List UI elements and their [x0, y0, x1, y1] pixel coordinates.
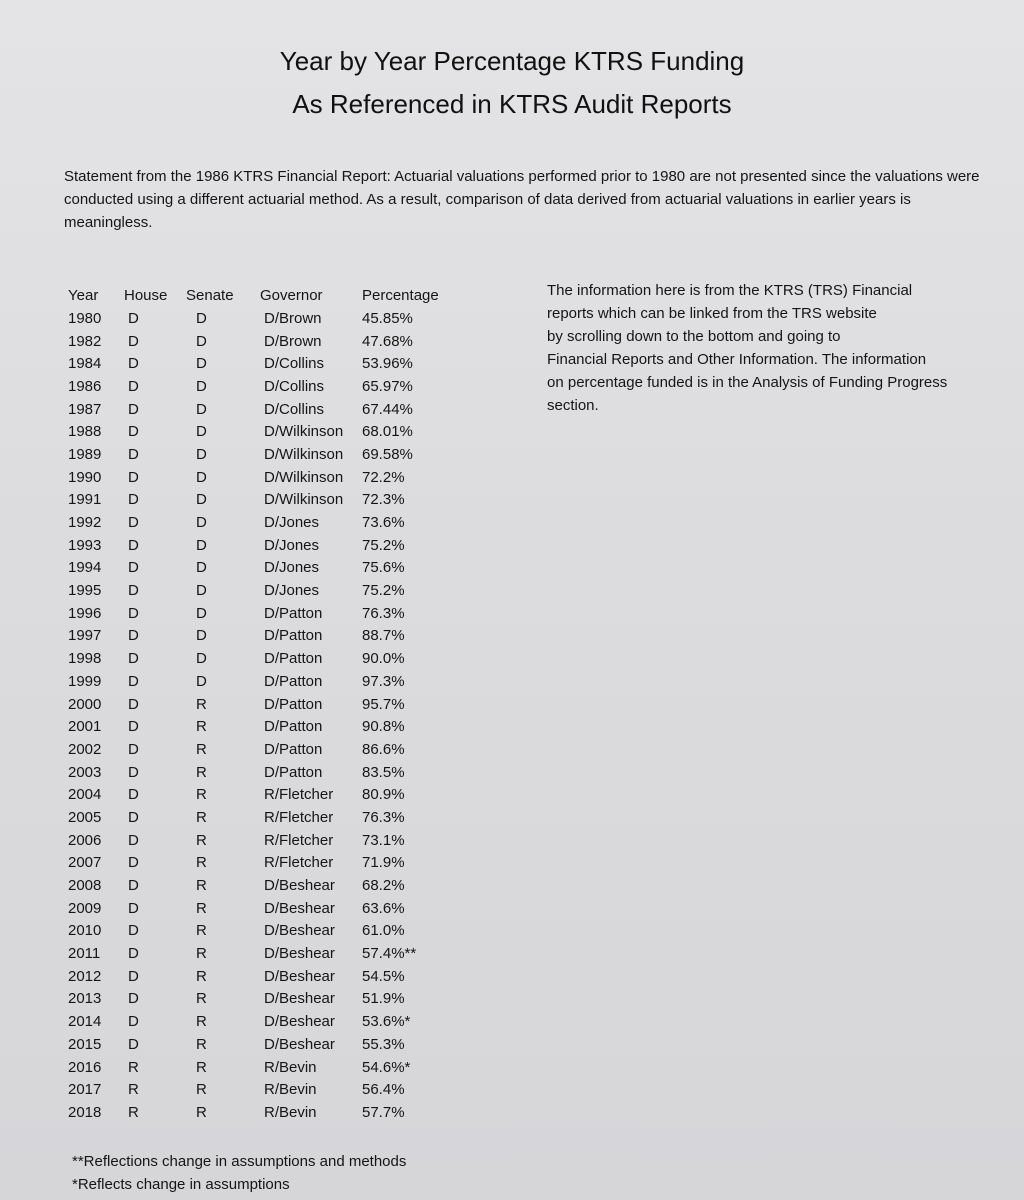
table-row [62, 489, 462, 512]
cell-house: D [128, 854, 139, 872]
cell-governor: R/Fletcher [264, 786, 334, 804]
cell-house: D [128, 650, 139, 668]
cell-year: 2000 [68, 695, 102, 713]
cell-senate: R [196, 740, 207, 758]
cell-senate: R [196, 877, 207, 895]
cell-governor: D/Patton [264, 650, 323, 668]
cell-house: R [128, 1103, 139, 1121]
table-row [62, 352, 462, 375]
cell-governor: D/Beshear [264, 990, 335, 1008]
cell-governor: D/Wilkinson [264, 491, 344, 509]
table-row [62, 1101, 462, 1124]
cell-governor: D/Beshear [264, 945, 335, 963]
cell-house: D [128, 604, 139, 622]
cell-senate: D [196, 468, 207, 486]
cell-percentage: 90.8% [362, 718, 405, 736]
table-body [62, 307, 462, 1124]
cell-house: D [128, 377, 139, 395]
cell-house: D [128, 899, 139, 917]
cell-year: 2014 [68, 1013, 102, 1031]
cell-year: 1996 [68, 604, 102, 622]
cell-house: D [128, 1013, 139, 1031]
table-row [62, 988, 462, 1011]
cell-house: D [128, 967, 139, 985]
cell-year: 2006 [68, 831, 102, 849]
cell-year: 1988 [68, 423, 102, 441]
table-row [62, 715, 462, 738]
cell-senate: R [196, 922, 207, 940]
info-note [547, 279, 987, 417]
table-row [62, 625, 462, 648]
cell-senate: R [196, 854, 207, 872]
cell-senate: D [196, 559, 207, 577]
funding-table [62, 284, 462, 1124]
cell-percentage: 90.0% [362, 650, 405, 668]
cell-house: D [128, 1035, 139, 1053]
cell-senate: R [196, 808, 207, 826]
table-row [62, 511, 462, 534]
cell-senate: D [196, 491, 207, 509]
cell-house: D [128, 514, 139, 532]
cell-governor: D/Beshear [264, 1013, 335, 1031]
table-row [62, 443, 462, 466]
cell-governor: D/Collins [264, 355, 325, 373]
cell-house: D [128, 491, 139, 509]
cell-governor: D/Collins [264, 400, 325, 418]
cell-year: 1989 [68, 445, 102, 463]
cell-governor: D/Jones [264, 514, 320, 532]
cell-percentage: 54.5% [362, 967, 405, 985]
cell-house: D [128, 309, 139, 327]
header-governor: Governor [260, 287, 323, 304]
cell-percentage: 51.9% [362, 990, 405, 1008]
table-row [62, 420, 462, 443]
cell-house: D [128, 786, 139, 804]
cell-percentage: 76.3% [362, 808, 405, 826]
cell-year: 2004 [68, 786, 102, 804]
cell-percentage: 61.0% [362, 922, 405, 940]
table-header [62, 284, 462, 307]
cell-percentage: 45.85% [362, 309, 413, 327]
cell-senate: D [196, 332, 207, 350]
header-house: House [124, 287, 168, 304]
cell-house: D [128, 559, 139, 577]
table-row [62, 307, 462, 330]
cell-house: D [128, 831, 139, 849]
cell-senate: R [196, 1103, 207, 1121]
info-line: Financial Reports and Other Information. The information [547, 351, 927, 368]
cell-percentage: 57.4%** [362, 945, 417, 963]
cell-percentage: 72.3% [362, 491, 405, 509]
cell-year: 2016 [68, 1058, 102, 1076]
table-row [62, 806, 462, 829]
header-percentage: Percentage [362, 287, 439, 304]
table-row [62, 738, 462, 761]
cell-governor: D/Patton [264, 718, 323, 736]
cell-governor: R/Bevin [264, 1103, 317, 1121]
footnotes [72, 1150, 406, 1196]
cell-house: D [128, 922, 139, 940]
cell-governor: D/Wilkinson [264, 468, 344, 486]
header-year: Year [68, 287, 99, 304]
table-row [62, 965, 462, 988]
cell-governor: D/Patton [264, 740, 323, 758]
cell-percentage: 68.2% [362, 877, 405, 895]
cell-governor: D/Brown [264, 332, 322, 350]
document-subtitle: As Referenced in KTRS Audit Reports [292, 89, 732, 119]
cell-governor: D/Brown [264, 309, 322, 327]
cell-percentage: 55.3% [362, 1035, 405, 1053]
info-line: reports which can be linked from the TRS website [547, 305, 877, 322]
cell-percentage: 97.3% [362, 672, 405, 690]
cell-senate: R [196, 763, 207, 781]
cell-senate: D [196, 627, 207, 645]
cell-senate: R [196, 899, 207, 917]
cell-year: 1991 [68, 491, 102, 509]
cell-house: D [128, 468, 139, 486]
cell-senate: R [196, 1035, 207, 1053]
cell-senate: R [196, 831, 207, 849]
table-row [62, 647, 462, 670]
cell-house: D [128, 445, 139, 463]
cell-year: 1984 [68, 355, 102, 373]
cell-percentage: 75.2% [362, 582, 405, 600]
table-row [62, 1078, 462, 1101]
cell-senate: R [196, 786, 207, 804]
cell-year: 2015 [68, 1035, 102, 1053]
info-line: on percentage funded is in the Analysis of Funding Progress [547, 374, 948, 391]
cell-house: D [128, 808, 139, 826]
cell-house: D [128, 718, 139, 736]
cell-governor: D/Beshear [264, 1035, 335, 1053]
cell-house: D [128, 945, 139, 963]
table-row [62, 897, 462, 920]
cell-year: 1982 [68, 332, 102, 350]
cell-governor: D/Beshear [264, 922, 335, 940]
cell-house: R [128, 1058, 139, 1076]
cell-percentage: 75.2% [362, 536, 405, 554]
cell-year: 2009 [68, 899, 102, 917]
table-row [62, 602, 462, 625]
table-row [62, 942, 462, 965]
cell-year: 2012 [68, 967, 102, 985]
cell-year: 2008 [68, 877, 102, 895]
cell-year: 1994 [68, 559, 102, 577]
cell-percentage: 53.96% [362, 355, 413, 373]
cell-governor: R/Fletcher [264, 831, 334, 849]
cell-house: D [128, 627, 139, 645]
info-line: The information here is from the KTRS (TRS) Financial [547, 282, 913, 299]
info-line: section. [547, 397, 599, 414]
cell-house: D [128, 763, 139, 781]
cell-senate: D [196, 445, 207, 463]
cell-house: D [128, 695, 139, 713]
cell-percentage: 73.6% [362, 514, 405, 532]
cell-governor: D/Wilkinson [264, 423, 344, 441]
cell-senate: R [196, 695, 207, 713]
cell-year: 1993 [68, 536, 102, 554]
cell-percentage: 83.5% [362, 763, 405, 781]
cell-percentage: 65.97% [362, 377, 413, 395]
cell-governor: D/Collins [264, 377, 325, 395]
cell-governor: D/Jones [264, 536, 320, 554]
cell-year: 2011 [68, 945, 101, 963]
cell-percentage: 80.9% [362, 786, 405, 804]
cell-year: 1999 [68, 672, 102, 690]
cell-percentage: 56.4% [362, 1081, 405, 1099]
table-row [62, 534, 462, 557]
cell-percentage: 72.2% [362, 468, 405, 486]
cell-percentage: 86.6% [362, 740, 405, 758]
cell-governor: R/Bevin [264, 1058, 317, 1076]
cell-house: D [128, 423, 139, 441]
table-row [62, 874, 462, 897]
cell-percentage: 88.7% [362, 627, 405, 645]
table-row [62, 1010, 462, 1033]
cell-percentage: 73.1% [362, 831, 405, 849]
cell-year: 2010 [68, 922, 102, 940]
cell-percentage: 53.6%* [362, 1013, 411, 1031]
table-header-row [62, 284, 462, 307]
cell-year: 1997 [68, 627, 102, 645]
table-row [62, 466, 462, 489]
cell-senate: D [196, 672, 207, 690]
table-row [62, 761, 462, 784]
cell-year: 1980 [68, 309, 102, 327]
cell-governor: R/Fletcher [264, 854, 334, 872]
cell-senate: D [196, 582, 207, 600]
cell-percentage: 54.6%* [362, 1058, 411, 1076]
cell-governor: D/Patton [264, 672, 323, 690]
cell-house: D [128, 400, 139, 418]
cell-house: D [128, 582, 139, 600]
cell-year: 1990 [68, 468, 102, 486]
table-row [62, 693, 462, 716]
cell-percentage: 71.9% [362, 854, 405, 872]
cell-senate: D [196, 514, 207, 532]
cell-governor: D/Wilkinson [264, 445, 344, 463]
cell-year: 1995 [68, 582, 102, 600]
table-row [62, 330, 462, 353]
cell-year: 2007 [68, 854, 102, 872]
cell-year: 2003 [68, 763, 102, 781]
cell-percentage: 76.3% [362, 604, 405, 622]
footnote-single-asterisk: *Reflects change in assumptions [72, 1176, 290, 1193]
table-row [62, 375, 462, 398]
table-row [62, 1056, 462, 1079]
cell-year: 1998 [68, 650, 102, 668]
statement-paragraph: Statement from the 1986 KTRS Financial Report: Actuarial valuations performed prior to 1980 are not presented since the valuations were conducted using a different actuarial method. As a result, comparison of data derived from actuarial valuations in earlier years is meaningless. [64, 168, 980, 231]
table-row [62, 398, 462, 421]
cell-governor: R/Bevin [264, 1081, 317, 1099]
table-row [62, 579, 462, 602]
table-row [62, 1033, 462, 1056]
cell-year: 2005 [68, 808, 102, 826]
cell-percentage: 47.68% [362, 332, 413, 350]
cell-house: D [128, 740, 139, 758]
footnote-double-asterisk: **Reflections change in assumptions and methods [72, 1153, 407, 1170]
table-row [62, 557, 462, 580]
cell-senate: R [196, 967, 207, 985]
cell-year: 1987 [68, 400, 102, 418]
cell-senate: R [196, 1013, 207, 1031]
cell-percentage: 67.44% [362, 400, 413, 418]
table-row [62, 852, 462, 875]
cell-year: 2017 [68, 1081, 102, 1099]
cell-house: D [128, 355, 139, 373]
cell-year: 2001 [68, 718, 102, 736]
cell-senate: D [196, 309, 207, 327]
cell-house: D [128, 990, 139, 1008]
document-title: Year by Year Percentage KTRS Funding [279, 46, 745, 76]
cell-governor: D/Beshear [264, 899, 335, 917]
cell-house: D [128, 332, 139, 350]
cell-governor: D/Patton [264, 695, 323, 713]
table-row [62, 920, 462, 943]
cell-senate: R [196, 1058, 207, 1076]
cell-percentage: 75.6% [362, 559, 405, 577]
cell-senate: D [196, 604, 207, 622]
cell-senate: R [196, 945, 207, 963]
cell-governor: R/Fletcher [264, 808, 334, 826]
header-senate: Senate [186, 287, 234, 304]
cell-senate: D [196, 355, 207, 373]
cell-percentage: 68.01% [362, 423, 413, 441]
cell-governor: D/Beshear [264, 877, 335, 895]
cell-governor: D/Patton [264, 604, 323, 622]
cell-house: D [128, 877, 139, 895]
cell-year: 1992 [68, 514, 102, 532]
cell-percentage: 95.7% [362, 695, 405, 713]
cell-year: 2013 [68, 990, 102, 1008]
cell-senate: D [196, 650, 207, 668]
cell-senate: R [196, 990, 207, 1008]
info-line: by scrolling down to the bottom and going to [547, 328, 841, 345]
cell-year: 1986 [68, 377, 102, 395]
cell-senate: D [196, 423, 207, 441]
cell-house: D [128, 536, 139, 554]
cell-governor: D/Patton [264, 763, 323, 781]
cell-senate: D [196, 400, 207, 418]
cell-house: R [128, 1081, 139, 1099]
cell-governor: D/Jones [264, 559, 320, 577]
table-row [62, 783, 462, 806]
cell-percentage: 69.58% [362, 445, 413, 463]
cell-percentage: 57.7% [362, 1103, 405, 1121]
cell-senate: D [196, 536, 207, 554]
cell-governor: D/Jones [264, 582, 320, 600]
table-row [62, 670, 462, 693]
cell-governor: D/Patton [264, 627, 323, 645]
cell-percentage: 63.6% [362, 899, 405, 917]
cell-senate: R [196, 1081, 207, 1099]
table-row [62, 829, 462, 852]
cell-house: D [128, 672, 139, 690]
cell-year: 2002 [68, 740, 102, 758]
cell-senate: R [196, 718, 207, 736]
cell-governor: D/Beshear [264, 967, 335, 985]
cell-senate: D [196, 377, 207, 395]
cell-year: 2018 [68, 1103, 102, 1121]
